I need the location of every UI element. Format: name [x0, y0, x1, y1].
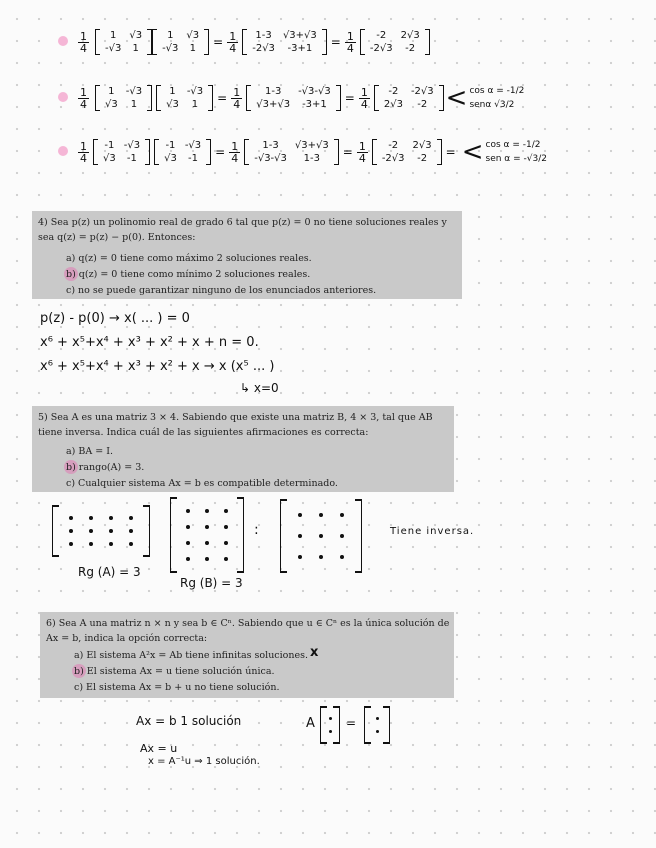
fraction: $\frac{1}{4}$: [360, 85, 368, 111]
question-6-image: [40, 612, 454, 698]
work-4-line-2: x⁶ + x⁵+x⁴ + x³ + x² + x + n = 0.: [40, 335, 259, 350]
matrix: -1 -√3 √3 -1: [93, 139, 150, 165]
equals-sign: =: [445, 145, 456, 159]
angle-brace-icon: <: [461, 137, 484, 167]
option-b: b) q(z) = 0 tiene como mínimo 2 soluciones reales.: [66, 269, 311, 280]
option-b: b) rango(A) = 3.: [66, 462, 145, 473]
fraction: $\frac{1}{4}$: [229, 29, 237, 55]
work-6-line-2: Ax = u: [140, 742, 178, 755]
cross-mark: x: [310, 645, 319, 660]
question-5-text: 5) Sea A es una matriz 3 × 4. Sabiendo que existe una matriz B, 4 × 3, tal que AB tiene inversa. Indica cuál de las siguientes afirmaciones es correcta:: [38, 412, 433, 438]
matrix: -1 -√3 √3 -1: [154, 139, 211, 165]
matrix-b-sketch: [170, 497, 244, 573]
fraction: $\frac{1}{4}$: [80, 139, 87, 165]
work-4-line-1: p(z) - p(0) → x( ... ) = 0: [40, 311, 190, 326]
fraction: $\frac{1}{4}$: [231, 139, 239, 165]
work-4-line-4: ↳ x=0: [240, 381, 279, 395]
pink-bullet-2: [58, 92, 68, 102]
option-b: b) El sistema Ax = u tiene solución única.: [74, 666, 275, 677]
equals-sign: =: [344, 91, 355, 105]
matrix-a-sketch: [52, 505, 150, 557]
question-6-text: 6) Sea A una matriz n × n y sea b ∈ Cⁿ. Sabiendo que u ∈ Cⁿ es la única solución de Ax = b, indica la opción correcta:: [46, 618, 450, 644]
fraction: $\frac{1}{4}$: [80, 85, 87, 111]
equation-row-2: [0, 72, 656, 128]
work-6-line-1: Ax = b 1 solución: [136, 714, 242, 728]
angle-brace-icon: <: [445, 83, 468, 113]
equals-sign: =: [213, 35, 224, 49]
fraction: $\frac{1}{4}$: [80, 29, 87, 55]
question-5-image: [32, 406, 454, 492]
pink-bullet-3: [58, 146, 68, 156]
pink-bullet-1: [58, 36, 68, 46]
equals-sign: =: [342, 145, 353, 159]
matrix: -2 2√3 -2√3 -2: [360, 29, 430, 55]
trig-values: cos α = -1/2 senα √3/2: [469, 86, 525, 110]
trig-values: cos α = -1/2 sen α = -√3/2: [485, 140, 547, 164]
option-a: a) El sistema A²x = Ab tiene infinitas soluciones.: [74, 650, 309, 661]
fraction: $\frac{1}{4}$: [233, 85, 241, 111]
option-c: c) El sistema Ax = b + u no tiene solución.: [74, 682, 280, 693]
equation-row-3: [0, 126, 656, 182]
matrix: 1-3 -√3-√3 √3+√3 -3+1: [246, 85, 341, 111]
matrix: 1-3 √3+√3 -√3-√3 1-3: [244, 139, 339, 165]
matrix-a-label: A: [306, 716, 315, 731]
matrix: 1 -√3 √3 1: [156, 85, 213, 111]
question-4-image: [32, 211, 462, 299]
option-a: a) q(z) = 0 tiene como máximo 2 soluciones reales.: [66, 253, 312, 264]
matrix: 1 √3 -√3 1: [95, 29, 152, 55]
matrix-a-vertical-sketch: [320, 706, 340, 744]
option-a: a) BA = I.: [66, 446, 114, 457]
colon-sign: :: [254, 522, 259, 538]
work-6-line-3: x = A⁻¹u ⇒ 1 solución.: [148, 756, 260, 767]
work-4-line-3: x⁶ + x⁵+x⁴ + x³ + x² + x → x (x⁵ ... ): [40, 359, 275, 374]
fraction: $\frac{1}{4}$: [346, 29, 354, 55]
rank-b-label: Rg (B) = 3: [180, 576, 243, 590]
matrix-ab-sketch: [280, 499, 362, 573]
option-c: c) Cualquier sistema Ax = b es compatible determinado.: [66, 478, 338, 489]
rank-a-label: Rg (A) = 3: [78, 565, 141, 579]
matrix: -2 -2√3 2√3 -2: [374, 85, 444, 111]
matrix: 1 √3 -√3 1: [152, 29, 209, 55]
equals-sign: =: [346, 716, 357, 730]
question-4-text: 4) Sea p(z) un polinomio real de grado 6 tal que p(z) = 0 no tiene soluciones reales y sea q(z) = p(z) − p(0). Entonces:: [38, 217, 447, 243]
fraction: $\frac{1}{4}$: [358, 139, 366, 165]
matrix-result-sketch: [364, 706, 390, 744]
matrix: 1 -√3 √3 1: [95, 85, 152, 111]
equals-sign: =: [330, 35, 341, 49]
matrix: -2 2√3 -2√3 -2: [372, 139, 442, 165]
option-c: c) no se puede garantizar ninguno de los enunciados anteriores.: [66, 285, 377, 296]
inverse-note: Tiene inversa.: [390, 526, 475, 537]
matrix: 1-3 √3+√3 -2√3 -3+1: [242, 29, 327, 55]
equation-row-1: [0, 18, 656, 74]
equals-sign: =: [217, 91, 228, 105]
equals-sign: =: [215, 145, 226, 159]
